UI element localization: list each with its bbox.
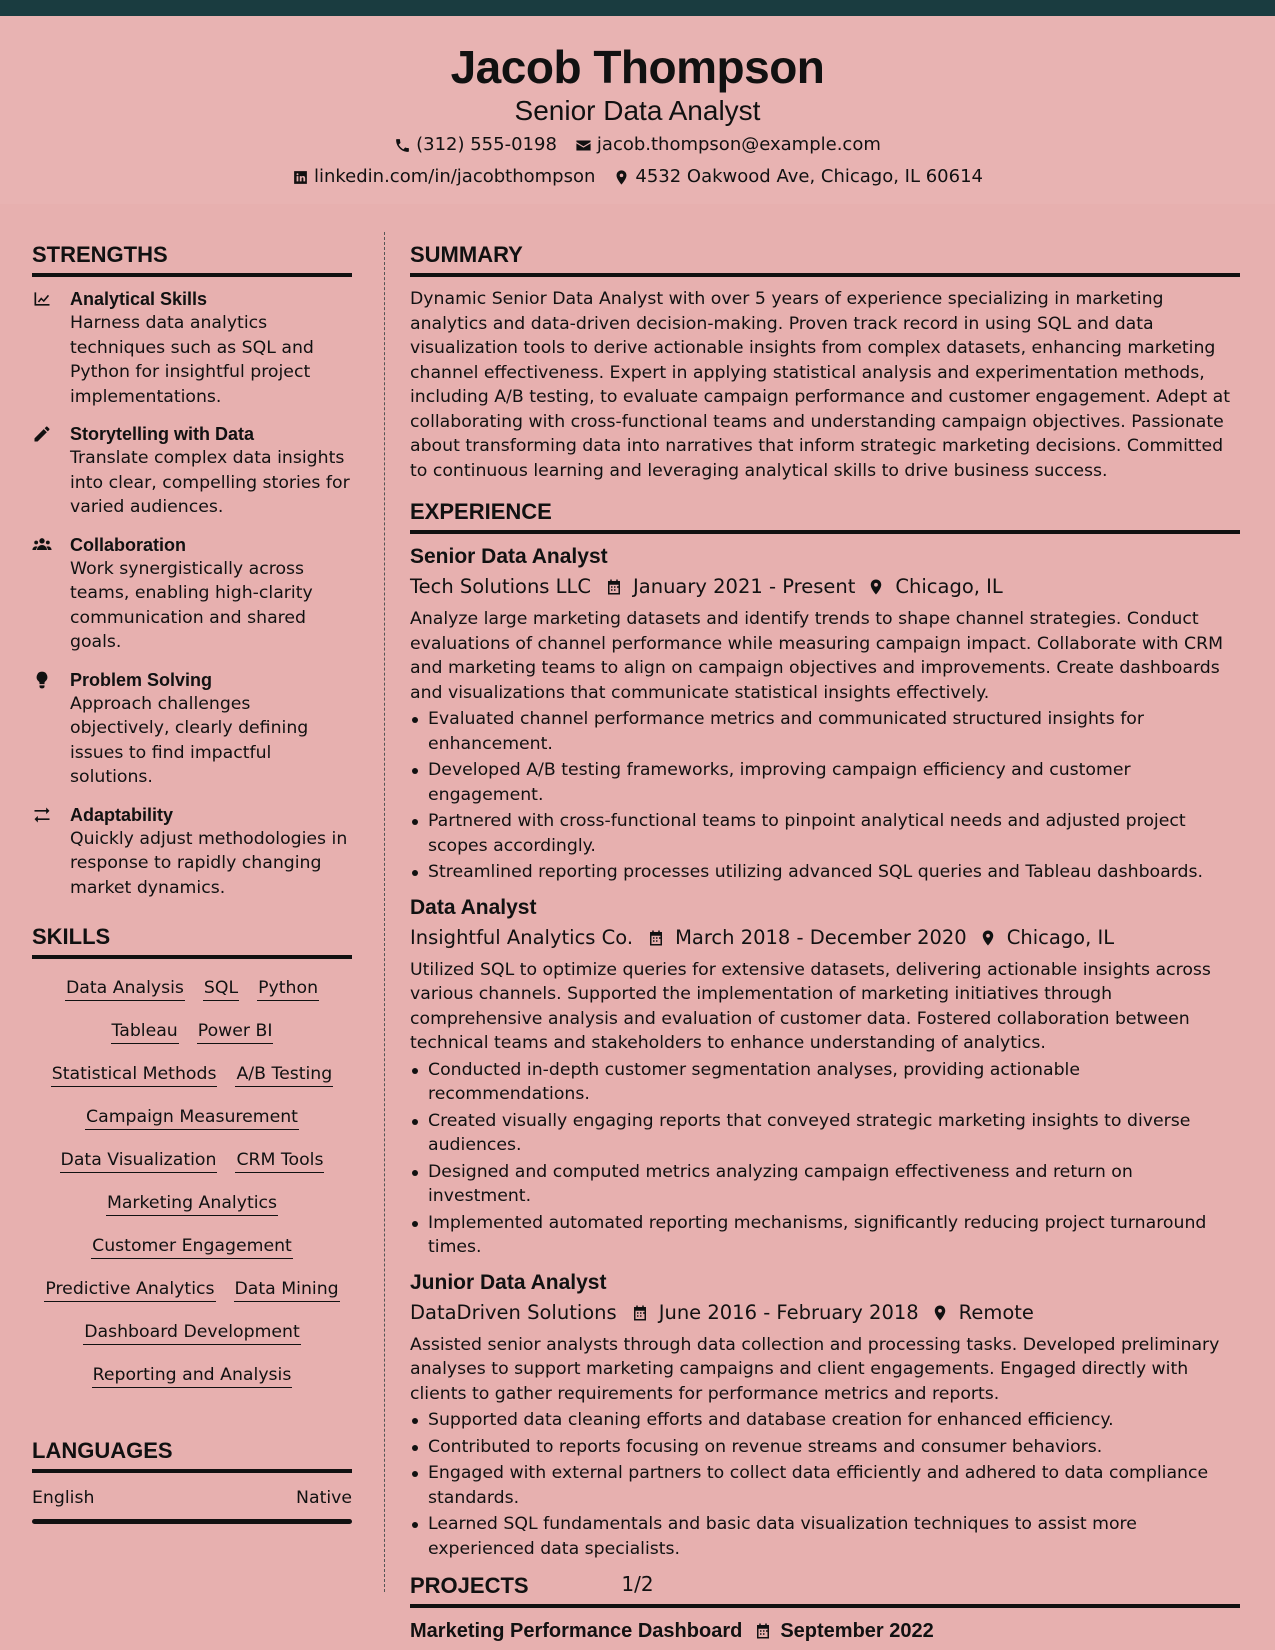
phone-icon xyxy=(394,137,411,154)
email-contact[interactable] xyxy=(575,136,881,154)
linkedin-text[interactable]: linkedin.com/in/jacobthompson xyxy=(313,166,596,187)
job-bullet: Learned SQL fundamentals and basic data visualization techniques to assist more experienced data specialists. xyxy=(410,1512,1240,1561)
job-meta xyxy=(410,924,1240,952)
skill-tag: Data Visualization xyxy=(60,1149,218,1173)
job-dates: January 2021 - Present xyxy=(633,575,856,598)
language-level: Native xyxy=(296,1488,352,1508)
skill-tag: Data Mining xyxy=(234,1278,340,1302)
strength-name: Collaboration xyxy=(70,534,186,555)
right-column xyxy=(410,244,1240,1644)
job-bullet: Implemented automated reporting mechanisms, significantly reducing project turnaround times. xyxy=(410,1211,1240,1260)
calendar-icon xyxy=(631,1304,649,1322)
strength-item xyxy=(32,803,352,901)
language-level-bar xyxy=(32,1519,352,1524)
candidate-title: Senior Data Analyst xyxy=(514,95,761,126)
skill-tag: CRM Tools xyxy=(235,1149,324,1173)
project-name: Marketing Performance Dashboard xyxy=(410,1620,743,1642)
job-bullets xyxy=(410,707,1240,885)
job-title: Data Analyst xyxy=(410,895,537,919)
map-pin-icon xyxy=(931,1304,949,1322)
address-text: 4532 Oakwood Ave, Chicago, IL 60614 xyxy=(635,166,983,187)
page-number: 1/2 xyxy=(621,1572,654,1596)
strength-desc: Translate complex data insights into clear, compelling stories for varied audiences. xyxy=(70,448,350,517)
candidate-name: Jacob Thompson xyxy=(450,41,825,93)
skill-tag: Power BI xyxy=(197,1020,274,1044)
job-entry xyxy=(410,544,1240,885)
skills-list xyxy=(32,969,352,1388)
strength-desc: Quickly adjust methodologies in response to rapidly changing market dynamics. xyxy=(70,828,348,898)
job-dates: March 2018 - December 2020 xyxy=(675,925,967,949)
skills-heading: SKILLS xyxy=(32,926,352,959)
calendar-icon xyxy=(605,578,623,596)
job-company: Insightful Analytics Co. xyxy=(410,925,634,949)
languages-heading: LANGUAGES xyxy=(32,1440,352,1473)
skill-tag: SQL xyxy=(203,977,239,1001)
strength-name: Problem Solving xyxy=(70,669,213,690)
job-description: Utilized SQL to optimize queries for extensive datasets, delivering actionable insights across various channels. Supported the implementation of marketing initiatives through comprehensive analysis and evaluation of customer data. Fostered collaboration between technical teams and stakeholders to enhance understanding of analytics. xyxy=(410,959,1211,1053)
projects-heading: PROJECTS xyxy=(410,1575,1240,1608)
lightbulb-icon xyxy=(32,670,52,690)
job-bullet: Contributed to reports focusing on revenue streams and consumer behaviors. xyxy=(410,1435,1240,1460)
strength-name: Storytelling with Data xyxy=(70,424,255,444)
contact-row-1 xyxy=(0,136,1275,154)
contact-row-2 xyxy=(0,168,1275,186)
calendar-icon xyxy=(754,1622,772,1640)
job-entry xyxy=(410,895,1240,1260)
skill-tag: Campaign Measurement xyxy=(85,1106,299,1130)
job-bullet: Partnered with cross-functional teams to pinpoint analytical needs and adjusted project scopes accordingly. xyxy=(410,809,1240,858)
job-company: DataDriven Solutions xyxy=(410,1300,617,1324)
job-bullet: Streamlined reporting processes utilizing advanced SQL queries and Tableau dashboards. xyxy=(410,860,1240,885)
job-bullet: Evaluated channel performance metrics and communicated structured insights for enhancement. xyxy=(410,707,1240,756)
job-bullets xyxy=(410,1408,1240,1561)
job-description: Analyze large marketing datasets and identify trends to shape channel strategies. Conduct evaluations of channel performance while measuring campaign impact. Collaborate with CRM and marketing teams to align on campaign objectives and improvements. Create dashboards and visualizations that communicate statistical insights effectively. xyxy=(410,609,1224,703)
job-entry xyxy=(410,1270,1240,1562)
phone-text: (312) 555-0198 xyxy=(416,134,557,155)
job-bullet: Supported data cleaning efforts and database creation for enhanced efficiency. xyxy=(410,1408,1240,1433)
job-meta xyxy=(410,1299,1240,1327)
experience-heading: EXPERIENCE xyxy=(410,501,1240,534)
pencil-icon xyxy=(32,424,52,444)
strength-item xyxy=(32,533,352,655)
skill-tag: A/B Testing xyxy=(235,1063,333,1087)
strength-desc: Work synergistically across teams, enabling high-clarity communication and shared goals. xyxy=(70,558,313,652)
skill-tag: Dashboard Development xyxy=(83,1321,301,1345)
strength-item xyxy=(32,287,352,409)
language-name: English xyxy=(32,1488,95,1508)
strength-name: Adaptability xyxy=(70,804,174,825)
job-bullet: Engaged with external partners to collect data efficiently and adhered to data compliance standards. xyxy=(410,1461,1240,1510)
arrows-exchange-icon xyxy=(32,805,52,825)
strength-item xyxy=(32,422,352,520)
top-color-bar xyxy=(0,0,1275,16)
job-location: Chicago, IL xyxy=(895,575,1003,598)
project-date: September 2022 xyxy=(780,1620,934,1642)
job-bullet: Designed and computed metrics analyzing campaign effectiveness and return on investment. xyxy=(410,1160,1240,1209)
project-entry xyxy=(410,1618,1240,1644)
phone-contact xyxy=(394,136,557,154)
job-location: Remote xyxy=(958,1300,1034,1324)
skill-tag: Reporting and Analysis xyxy=(92,1364,293,1388)
job-title: Junior Data Analyst xyxy=(410,1270,607,1294)
left-column xyxy=(32,244,352,1524)
envelope-icon xyxy=(575,137,592,154)
linkedin-contact[interactable] xyxy=(292,168,595,186)
skill-tag: Python xyxy=(257,977,319,1001)
strengths-heading: STRENGTHS xyxy=(32,244,352,277)
skill-tag: Customer Engagement xyxy=(91,1235,293,1259)
job-bullets xyxy=(410,1058,1240,1260)
skill-tag: Predictive Analytics xyxy=(44,1278,215,1302)
users-icon xyxy=(32,535,52,555)
job-description: Assisted senior analysts through data collection and processing tasks. Developed preliminary analyses to support marketing campaigns and client engagements. Engaged directly with clients to gather requirements for performance metrics and reports. xyxy=(410,1334,1220,1404)
language-row xyxy=(32,1487,352,1509)
job-bullet: Created visually engaging reports that conveyed strategic marketing insights to diverse audiences. xyxy=(410,1109,1240,1158)
strength-item xyxy=(32,668,352,790)
job-location: Chicago, IL xyxy=(1006,925,1115,949)
skill-tag: Statistical Methods xyxy=(51,1063,218,1087)
strength-name: Analytical Skills xyxy=(70,289,208,309)
skill-tag: Marketing Analytics xyxy=(106,1192,278,1216)
calendar-icon xyxy=(647,929,665,947)
email-text[interactable]: jacob.thompson@example.com xyxy=(596,134,881,155)
map-pin-icon xyxy=(867,578,885,596)
job-company: Tech Solutions LLC xyxy=(410,575,592,598)
strength-desc: Approach challenges objectively, clearly defining issues to find impactful solutions. xyxy=(70,693,309,787)
linkedin-icon xyxy=(292,169,309,186)
summary-heading: SUMMARY xyxy=(410,244,1240,277)
job-bullet: Conducted in-depth customer segmentation analyses, providing actionable recommendations. xyxy=(410,1058,1240,1107)
job-title: Senior Data Analyst xyxy=(410,545,608,568)
resume-header xyxy=(0,16,1275,204)
job-bullet: Developed A/B testing frameworks, improving campaign efficiency and customer engagement. xyxy=(410,758,1240,807)
summary-text: Dynamic Senior Data Analyst with over 5 years of experience specializing in marketing analytics and data-driven decision-making. Proven track record in using SQL and data visualization tools to derive actionable insights from complex datasets, enhancing marketing channel effectiveness. Expert in applying statistical analysis and experimentation methods, including A/B testing, to evaluate campaign performance and customer engagement. Adept at collaborating with cross-functional teams and understanding campaign objectives. Passionate about transforming data into narratives that inform strategic marketing decisions. Committed to continuous learning and leveraging analytical skills to drive business success. xyxy=(410,289,1231,481)
column-divider xyxy=(384,232,385,1592)
skill-tag: Tableau xyxy=(111,1020,179,1044)
job-meta xyxy=(410,573,1240,601)
skill-tag: Data Analysis xyxy=(65,977,185,1001)
map-pin-icon xyxy=(979,929,997,947)
map-pin-icon xyxy=(613,169,630,186)
job-dates: June 2016 - February 2018 xyxy=(658,1300,919,1324)
address-contact xyxy=(613,168,983,186)
strength-desc: Harness data analytics techniques such as SQL and Python for insightful project implementations. xyxy=(70,313,314,407)
line-chart-icon xyxy=(32,289,52,309)
